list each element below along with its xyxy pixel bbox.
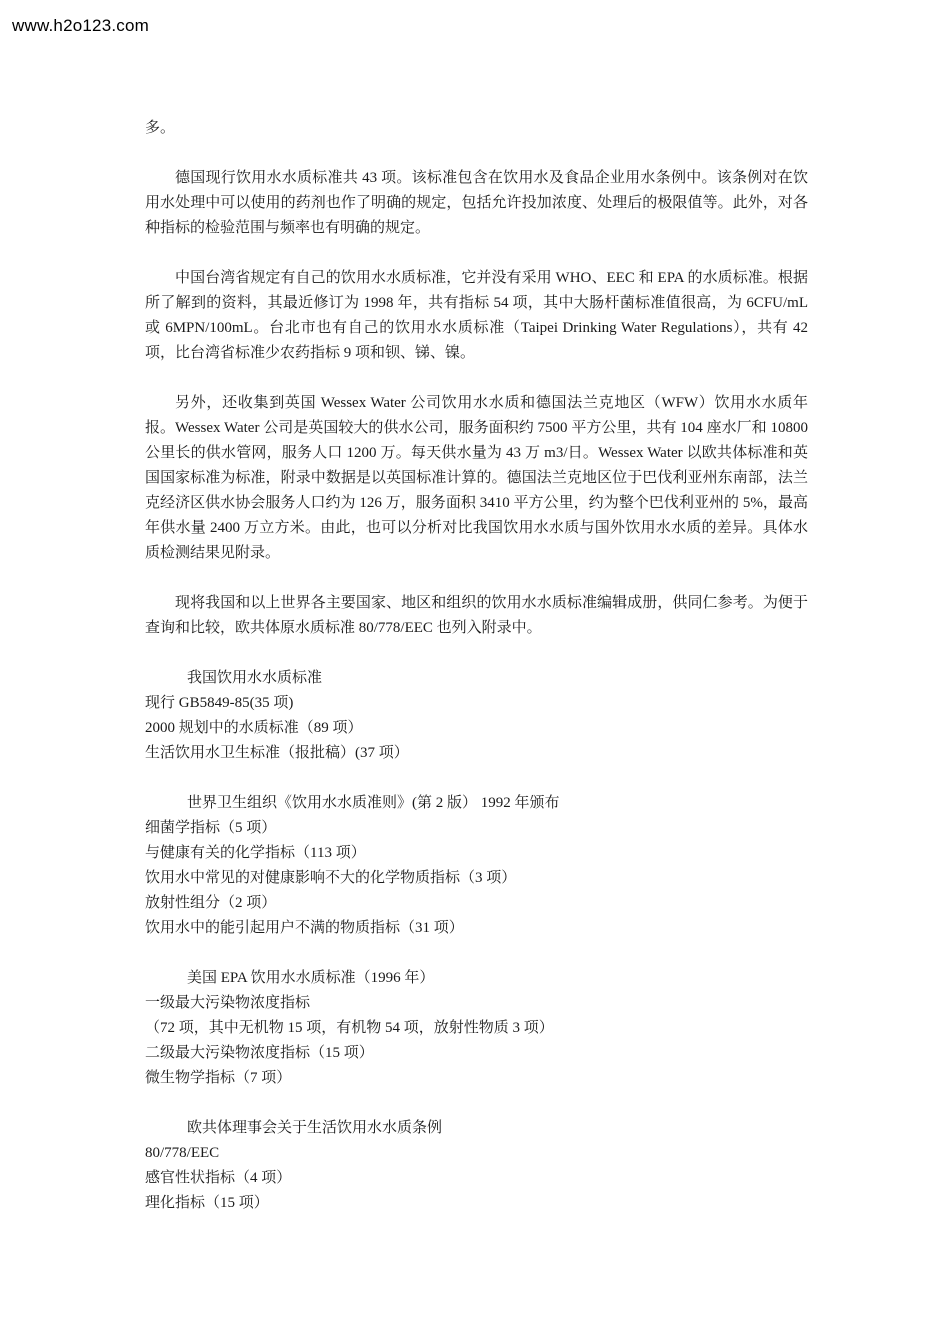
list-item: 一级最大污染物浓度指标 [145, 995, 311, 1011]
document-body [145, 116, 808, 1216]
section-gap [145, 1091, 808, 1116]
list-item: 2000 规划中的水质标准（89 项） [145, 720, 363, 736]
paragraph-gap [145, 141, 808, 166]
paragraph-gap [145, 366, 808, 391]
section-us-epa-standards [145, 966, 808, 1091]
paragraph-taiwan-standard: 中国台湾省规定有自己的饮用水水质标准，它并没有采用 WHO、EEC 和 EPA 的水质标准。根据所了解到的资料，其最近修订为 1998 年，共有指标 54 项，其中大肠杆菌标准值很高，为 6CFU/mL 或 6MPN/100mL。台北市也有自己的饮用水水质标准（Taipei Drinking Water Regulations），共有 42 项，比台湾省标准少农药指标 9 项和钡、锑、镍。 [145, 270, 808, 361]
section-china-standards [145, 666, 808, 766]
section-who-guidelines [145, 791, 808, 941]
paragraph-gap [145, 566, 808, 591]
section-heading: 我国饮用水水质标准 [187, 670, 323, 686]
list-item: 饮用水中的能引起用户不满的物质指标（31 项） [145, 920, 464, 936]
section-gap [145, 941, 808, 966]
section-gap [145, 766, 808, 791]
paragraph-gap [145, 641, 808, 666]
list-item: 80/778/EEC [145, 1145, 220, 1161]
list-item: 放射性组分（2 项） [145, 895, 277, 911]
section-heading: 美国 EPA 饮用水水质标准（1996 年） [187, 970, 435, 986]
paragraph-gap [145, 241, 808, 266]
list-item: 细菌学指标（5 项） [145, 820, 277, 836]
site-watermark: www.h2o123.com [12, 16, 149, 35]
section-heading: 世界卫生组织《饮用水水质准则》(第 2 版） 1992 年颁布 [187, 795, 560, 811]
list-item: 微生物学指标（7 项） [145, 1070, 292, 1086]
section-eec-directive [145, 1116, 808, 1216]
list-item: 与健康有关的化学指标（113 项） [145, 845, 366, 861]
list-item: 饮用水中常见的对健康影响不大的化学物质指标（3 项） [145, 870, 517, 886]
list-item: 二级最大污染物浓度指标（15 项） [145, 1045, 374, 1061]
section-heading: 欧共体理事会关于生活饮用水水质条例 [187, 1120, 443, 1136]
paragraph-continuation: 多。 [145, 120, 176, 136]
list-item: 感官性状指标（4 项） [145, 1170, 292, 1186]
list-item: 现行 GB5849-85(35 项) [145, 695, 294, 711]
paragraph-germany-standard: 德国现行饮用水水质标准共 43 项。该标准包含在饮用水及食品企业用水条例中。该条例对在饮用水处理中可以使用的药剂也作了明确的规定，包括允许投加浓度、处理后的极限值等。此外，对各种指标的检验范围与频率也有明确的规定。 [145, 170, 808, 236]
paragraph-wessex-water: 另外，还收集到英国 Wessex Water 公司饮用水水质和德国法兰克地区（WFW）饮用水水质年报。Wessex Water 公司是英国较大的供水公司，服务面积约 7500 平方公里，共有 104 座水厂和 10800 公里长的供水管网，服务人口 1200 万。每天供水量为 43 万 m3/日。Wessex Water 以欧共体标准和英国国家标准为标准，附录中数据是以英国标准计算的。德国法兰克地区位于巴伐利亚州东南部，法兰克经济区供水协会服务人口约为 126 万，服务面积 3410 平方公里，约为整个巴伐利亚州的 5%，最高年供水量 2400 万立方米。由此，也可以分析对比我国饮用水水质与国外饮用水水质的差异。具体水质检测结果见附录。 [145, 395, 808, 561]
list-item: 生活饮用水卫生标准（报批稿）(37 项） [145, 745, 409, 761]
paragraph-compilation-note: 现将我国和以上世界各主要国家、地区和组织的饮用水水质标准编辑成册，供同仁参考。为便于查询和比较，欧共体原水质标准 80/778/EEC 也列入附录中。 [145, 595, 808, 636]
list-item: 理化指标（15 项） [145, 1195, 269, 1211]
list-item: （72 项，其中无机物 15 项，有机物 54 项，放射性物质 3 项） [145, 1020, 554, 1036]
